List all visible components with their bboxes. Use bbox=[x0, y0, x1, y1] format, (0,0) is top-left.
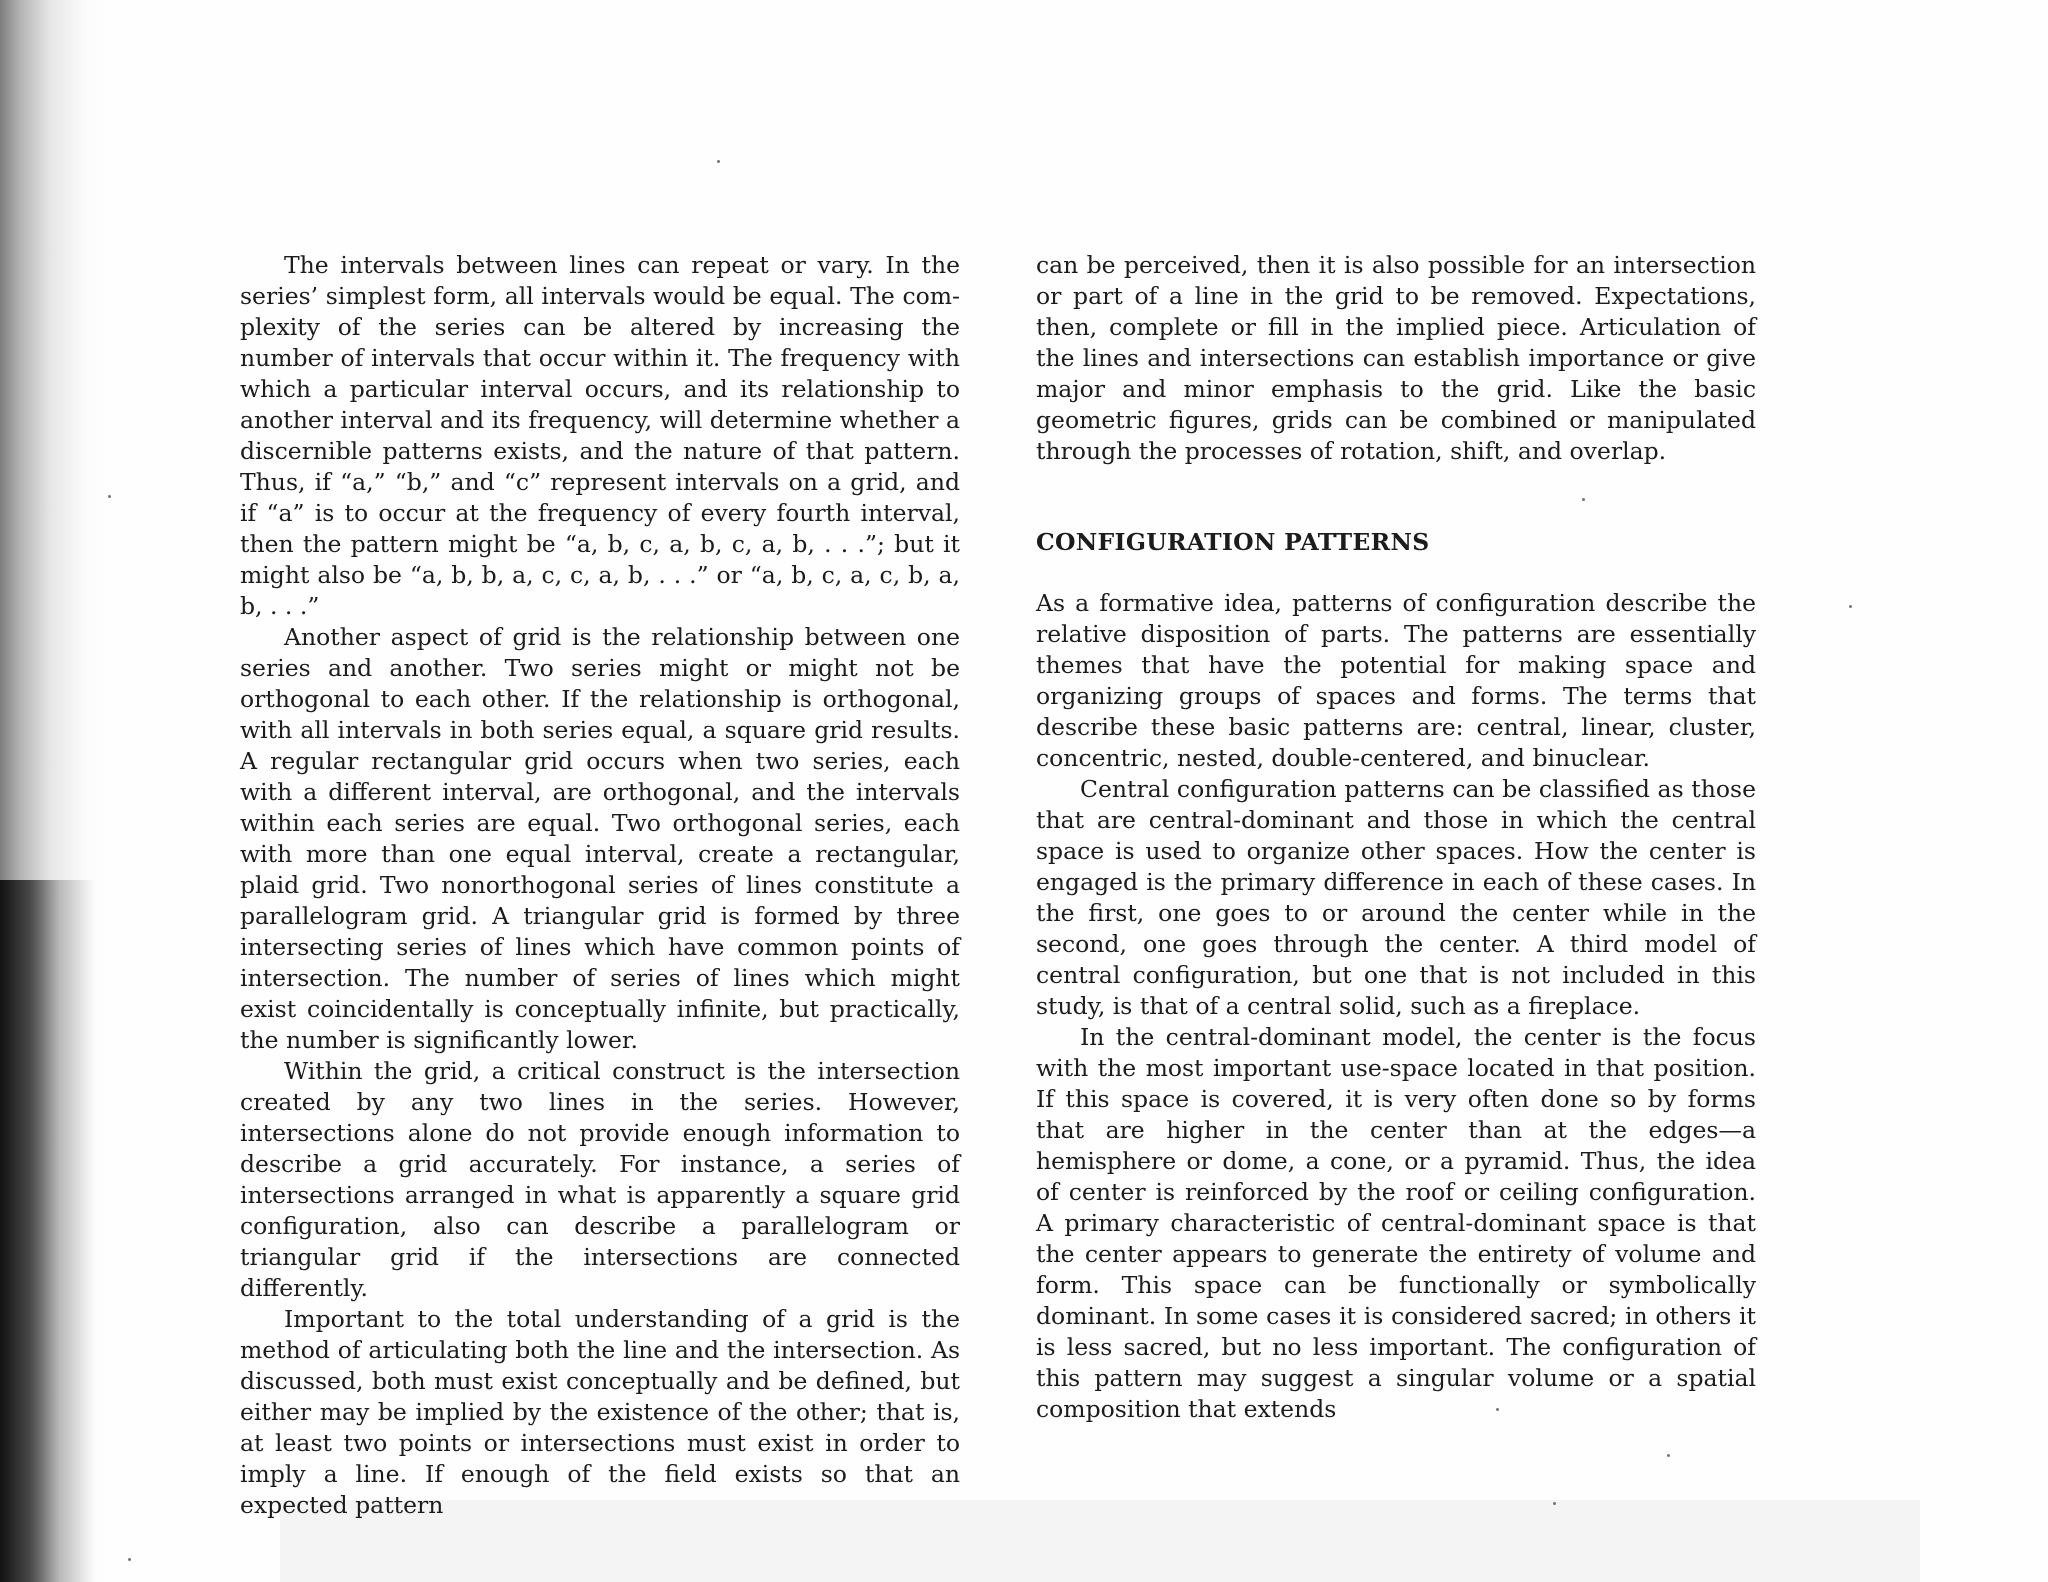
scan-speck bbox=[1667, 1454, 1670, 1457]
body-paragraph: In the central-dominant model, the center is the focus with the most important use-space located in that position. If this space is covered, it is very often done so by forms that are higher in the center than at the edges—a hemisphere or dome, a cone, or a pyramid. Thus, the idea of center is reinforced by the roof or ceiling configuration. A primary characteristic of central-dominant space is that the center appears to generate the entirety of volume and form. This space can be functionally or symbolically dominant. In some cases it is considered sacred; in others it is less sacred, but no less important. The configuration of this pattern may suggest a singular volume or a spatial composition that extends bbox=[1036, 1023, 1756, 1423]
body-paragraph: Important to the total understanding of a grid is the method of articulating both the line and the intersection. As discussed, both must exist conceptually and be defined, but either may be implied by the existence of the other; that is, at least two points or intersections must exist in order to imply a line. If enough of the field exists so that an expected pattern bbox=[240, 1305, 960, 1519]
scan-speck bbox=[717, 160, 720, 163]
body-paragraph: Within the grid, a critical construct is the intersection created by any two lines in the series. However, intersections alone do not provide enough information to describe a grid accurately. For instance, a series of intersections arranged in what is apparently a square grid configuration, also can describe a parallelogram or triangular grid if the intersections are connected differently. bbox=[240, 1057, 960, 1302]
scan-speck bbox=[1849, 605, 1852, 608]
binding-shadow-dark bbox=[0, 880, 95, 1582]
scan-speck bbox=[128, 1558, 131, 1561]
body-paragraph: As a formative idea, patterns of configuration describe the relative disposition of parts. The patterns are essentially themes that have the potential for making space and organizing groups of spaces and forms. The terms that describe these basic patterns are: central, linear, cluster, concentric, nested, double-centered, and binuclear. bbox=[1036, 589, 1756, 772]
body-paragraph: Another aspect of grid is the relationship between one series and another. Two series might or might not be orthogonal to each other. If the relationship is orthogonal, with all intervals in both series equal, a square grid results. A regular rectangular grid occurs when two series, each with a different interval, are orthogonal, and the intervals within each series are equal. Two orthogonal series, each with more than one equal interval, create a rectangular, plaid grid. Two nonorthogonal series of lines constitute a parallelogram grid. A triangular grid is formed by three intersecting series of lines which have common points of intersection. The number of series of lines which might exist coincidentally is conceptually infinite, but practically, the number is significantly lower. bbox=[240, 623, 960, 1054]
right-text-column bbox=[1036, 250, 1756, 1425]
body-paragraph: Central configuration patterns can be classified as those that are central-dominant and those in which the central space is used to organize other spaces. How the center is engaged is the primary difference in each of these cases. In the first, one goes to or around the center while in the second, one goes through the center. A third model of central configuration, but one that is not included in this study, is that of a central solid, such as a fireplace. bbox=[1036, 775, 1756, 1020]
body-paragraph: The intervals between lines can repeat or vary. In the series’ simplest form, all intervals would be equal. The complexity of the series can be altered by increasing the number of intervals that occur within it. The frequency with which a particular interval occurs, and its relationship to another interval and its frequency, will determine whether a discernible patterns exists, and the nature of that pattern. Thus, if “a,” “b,” and “c” represent intervals on a grid, and if “a” is to occur at the frequency of every fourth interval, then the pattern might be “a, b, c, a, b, c, a, b, . . .”; but it might also be “a, b, b, a, c, c, a, b, . . .” or “a, b, c, a, c, b, a, b, . . .” bbox=[240, 251, 960, 620]
scan-speck bbox=[108, 495, 111, 498]
continued-paragraph: can be perceived, then it is also possible for an intersection or part of a line in the grid to be removed. Expectations, then, complete or fill in the implied piece. Articulation of the lines and intersections can establish importance or give major and minor emphasis to the grid. Like the basic geometric figures, grids can be combined or manipulated through the processes of rotation, shift, and overlap. bbox=[1036, 251, 1756, 465]
section-heading: CONFIGURATION PATTERNS bbox=[1036, 528, 1430, 556]
left-text-column bbox=[240, 250, 960, 1521]
scan-speck bbox=[1553, 1502, 1556, 1505]
